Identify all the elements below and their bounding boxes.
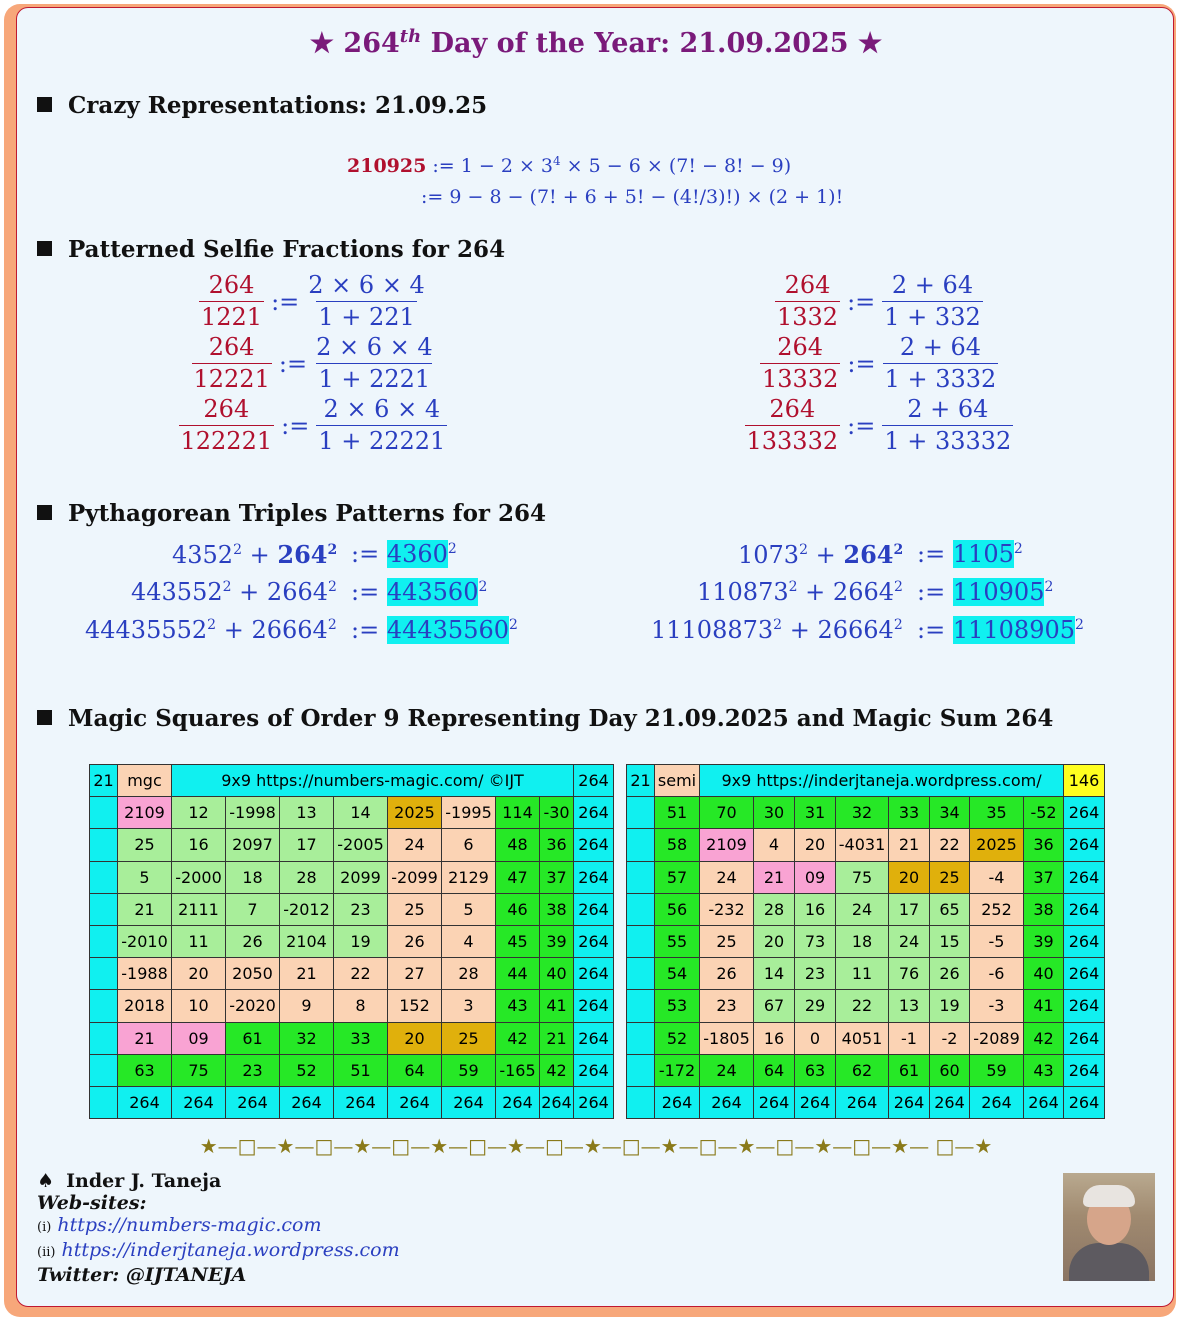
square-cell: 9 (280, 990, 334, 1022)
row-sum: 264 (1064, 990, 1105, 1022)
square-cell: 57 (655, 861, 700, 893)
crazy-line-2: := 9 − 8 − (7! + 6 + 5! − (4!/3)!) × (2 + 1)! (421, 186, 844, 208)
square-cell: 2025 (388, 797, 442, 829)
square-cell: 44 (496, 958, 540, 990)
square-cell: 13 (280, 797, 334, 829)
row-sum: 264 (574, 990, 614, 1022)
side-cell (90, 958, 118, 990)
square-cell: 21 (118, 1022, 172, 1054)
square-cell: 4 (754, 829, 795, 861)
square-cell: 38 (540, 893, 574, 925)
side-cell (627, 861, 655, 893)
col-sum: 264 (700, 1086, 754, 1118)
square-cell: -1995 (442, 797, 496, 829)
divider-stars: ★—□—★—□—★—□—★—□—★—□—★—□—★—□—★—□—★—□—★— □—★ (199, 1134, 993, 1158)
selfie-fraction-left-3: $\frac{264}{122221}$ := $\frac{2 \times 6 \times 4}{1 + 22221}$ (180, 395, 446, 455)
square-cell: 16 (795, 893, 836, 925)
side-cell (627, 1022, 655, 1054)
square-cell: 59 (970, 1054, 1024, 1086)
square-cell: 7 (226, 893, 280, 925)
side-cell (90, 861, 118, 893)
square-cell: 33 (334, 1022, 388, 1054)
side-cell (627, 893, 655, 925)
square-cell: 63 (795, 1054, 836, 1086)
square-cell: -2000 (172, 861, 226, 893)
square-cell: 51 (334, 1054, 388, 1086)
square-cell: 8 (334, 990, 388, 1022)
square-cell: 41 (540, 990, 574, 1022)
col-sum: 264 (442, 1086, 496, 1118)
row-sum: 264 (574, 861, 614, 893)
square-cell: 11 (172, 925, 226, 957)
square-cell: 42 (1024, 1022, 1064, 1054)
website-link-2[interactable]: https://inderjtaneja.wordpress.com (61, 1239, 400, 1261)
square-cell: 11 (836, 958, 889, 990)
row-sum: 264 (574, 829, 614, 861)
table-row (627, 958, 1105, 990)
table-row (90, 1022, 614, 1054)
pythagorean-rhs-right-3: := 11108905$^2$ (917, 616, 1084, 644)
square-cell: -3 (970, 990, 1024, 1022)
square-cell: 252 (970, 893, 1024, 925)
website-link-1[interactable]: https://numbers-magic.com (57, 1214, 322, 1236)
square-cell: 25 (118, 829, 172, 861)
square-cell: 61 (226, 1022, 280, 1054)
crazy-number: 210925 (347, 155, 427, 178)
col-sum: 264 (754, 1086, 795, 1118)
square-cell: 23 (334, 893, 388, 925)
square-cell: 0 (795, 1022, 836, 1054)
square-cell: 2109 (700, 829, 754, 861)
pythagorean-rhs-right-1: := 1105$^2$ (917, 540, 1023, 568)
square-cell: 20 (889, 861, 930, 893)
col-sum: 264 (1024, 1086, 1064, 1118)
square-cell: -52 (1024, 797, 1064, 829)
square-cell: 35 (970, 797, 1024, 829)
square-cell: 31 (795, 797, 836, 829)
table-row (90, 829, 614, 861)
square-cell: 40 (540, 958, 574, 990)
row-sum: 264 (1064, 797, 1105, 829)
side-cell (90, 990, 118, 1022)
square-cell: 22 (334, 958, 388, 990)
square-cell: 25 (388, 893, 442, 925)
square-label: mgc (118, 765, 172, 797)
selfie-fraction-right-1: $\frac{264}{1332}$ := $\frac{2 + 64}{1 + 332}$ (777, 271, 981, 331)
col-sum: 264 (388, 1086, 442, 1118)
square-cell: 36 (540, 829, 574, 861)
pythagorean-lhs-right-1: $1073^2 + 264^2$ (738, 540, 904, 569)
square-bullet-icon (37, 241, 52, 256)
square-cell: -2089 (970, 1022, 1024, 1054)
square-cell: 20 (172, 958, 226, 990)
row-sum: 264 (1064, 925, 1105, 957)
square-cell: 23 (226, 1054, 280, 1086)
section-heading-magic: Magic Squares of Order 9 Representing Day 21.09.2025 and Magic Sum 264 (37, 705, 1053, 732)
square-bullet-icon (37, 505, 52, 520)
side-cell (90, 829, 118, 861)
square-cell: 2097 (226, 829, 280, 861)
page-title (17, 26, 1175, 59)
square-cell: 2111 (172, 893, 226, 925)
square-cell: 34 (930, 797, 970, 829)
corner-cell: 21 (627, 765, 655, 797)
col-sum: 264 (496, 1086, 540, 1118)
table-row (90, 861, 614, 893)
square-cell: 53 (655, 990, 700, 1022)
corner-cell (90, 1086, 118, 1118)
square-cell: 21 (280, 958, 334, 990)
square-cell: 16 (754, 1022, 795, 1054)
selfie-fraction-right-3: $\frac{264}{133332}$ := $\frac{2 + 64}{1 + 33332}$ (746, 395, 1012, 455)
square-bullet-icon (37, 710, 52, 725)
square-cell: 25 (930, 861, 970, 893)
side-cell (627, 1054, 655, 1086)
square-cell: 5 (442, 893, 496, 925)
col-sum: 264 (889, 1086, 930, 1118)
square-cell: 26 (226, 925, 280, 957)
square-cell: 43 (496, 990, 540, 1022)
square-cell: 5 (118, 861, 172, 893)
square-cell: 67 (754, 990, 795, 1022)
square-cell: 52 (280, 1054, 334, 1086)
side-cell (627, 990, 655, 1022)
section-heading-fractions: Patterned Selfie Fractions for 264 (37, 236, 505, 263)
title-sup: th (399, 26, 422, 47)
row-sum: 264 (1064, 1022, 1105, 1054)
col-sum: 264 (540, 1086, 574, 1118)
square-cell: 76 (889, 958, 930, 990)
row-sum: 264 (1064, 893, 1105, 925)
square-cell: 19 (930, 990, 970, 1022)
pythagorean-lhs-right-2: $110873^2 + 2664^2$ (697, 578, 903, 606)
square-cell: 09 (795, 861, 836, 893)
magic-square-1 (89, 764, 614, 1119)
square-cell: 17 (280, 829, 334, 861)
table-row (627, 990, 1105, 1022)
square-cell: 24 (388, 829, 442, 861)
square-cell: 6 (442, 829, 496, 861)
pythagorean-lhs-left-3: $44435552^2 + 26664^2$ (85, 616, 337, 644)
square-cell: 2129 (442, 861, 496, 893)
websites-label: Web-sites: (37, 1192, 147, 1214)
square-cell: 70 (700, 797, 754, 829)
square-cell: 16 (172, 829, 226, 861)
side-cell (627, 958, 655, 990)
square-cell: 18 (226, 861, 280, 893)
square-cell: 23 (795, 958, 836, 990)
square-cell: 3 (442, 990, 496, 1022)
side-cell (627, 925, 655, 957)
title-day: 264 (343, 28, 400, 59)
square-cell: 20 (795, 829, 836, 861)
pythagorean-rhs-left-1: := 4360$^2$ (351, 540, 457, 568)
square-cell: 10 (172, 990, 226, 1022)
pythagorean-rhs-right-2: := 110905$^2$ (917, 578, 1054, 606)
square-cell: 48 (496, 829, 540, 861)
table-row (90, 893, 614, 925)
table-row (627, 797, 1105, 829)
section-heading-pythagorean: Pythagorean Triples Patterns for 264 (37, 500, 546, 527)
square-cell: 4 (442, 925, 496, 957)
square-cell: 41 (1024, 990, 1064, 1022)
row-sum: 264 (574, 893, 614, 925)
table-row (627, 861, 1105, 893)
square-cell: 2109 (118, 797, 172, 829)
square-cell: -5 (970, 925, 1024, 957)
square-cell: -2010 (118, 925, 172, 957)
square-cell: 61 (889, 1054, 930, 1086)
square-cell: 43 (1024, 1054, 1064, 1086)
square-cell: 33 (889, 797, 930, 829)
square-cell: 21 (540, 1022, 574, 1054)
square-cell: 152 (388, 990, 442, 1022)
col-sum: 264 (334, 1086, 388, 1118)
table-row (90, 1054, 614, 1086)
square-cell: 42 (540, 1054, 574, 1086)
square-cell: 20 (388, 1022, 442, 1054)
col-sum: 264 (930, 1086, 970, 1118)
square-cell: 32 (836, 797, 889, 829)
selfie-fraction-left-2: $\frac{264}{12221}$ := $\frac{2 \times 6 \times 4}{1 + 2221}$ (193, 333, 433, 393)
square-cell: -4031 (836, 829, 889, 861)
square-cell: 26 (930, 958, 970, 990)
square-cell: -1805 (700, 1022, 754, 1054)
row-sum: 264 (574, 958, 614, 990)
magic-square-2 (626, 764, 1105, 1119)
square-cell: 42 (496, 1022, 540, 1054)
side-cell (90, 797, 118, 829)
table-row (627, 829, 1105, 861)
side-cell (90, 1022, 118, 1054)
square-cell: 25 (700, 925, 754, 957)
square-cell: 13 (889, 990, 930, 1022)
square-cell: 22 (836, 990, 889, 1022)
row-sum: 264 (1064, 829, 1105, 861)
row-sum: 264 (1064, 958, 1105, 990)
square-cell: 28 (754, 893, 795, 925)
col-sum: 264 (574, 1086, 614, 1118)
square-cell: 26 (388, 925, 442, 957)
square-cell: 28 (442, 958, 496, 990)
col-sum: 264 (118, 1086, 172, 1118)
header-info: 9x9 https://numbers-magic.com/ ©IJT (172, 765, 574, 797)
pythagorean-rhs-left-2: := 443560$^2$ (351, 578, 488, 606)
square-cell: 21 (889, 829, 930, 861)
square-cell: 32 (280, 1022, 334, 1054)
square-cell: 40 (1024, 958, 1064, 990)
square-cell: -232 (700, 893, 754, 925)
twitter-handle: Twitter: @IJTANEJA (37, 1264, 247, 1286)
square-cell: 36 (1024, 829, 1064, 861)
table-row (627, 1022, 1105, 1054)
square-cell: 64 (754, 1054, 795, 1086)
square-cell: 25 (442, 1022, 496, 1054)
square-cell: 30 (754, 797, 795, 829)
square-cell: 47 (496, 861, 540, 893)
square-cell: 21 (118, 893, 172, 925)
square-cell: 24 (889, 925, 930, 957)
side-cell (90, 925, 118, 957)
square-cell: 2025 (970, 829, 1024, 861)
row-sum: 264 (574, 1054, 614, 1086)
square-cell: 56 (655, 893, 700, 925)
square-cell: 75 (172, 1054, 226, 1086)
square-cell: 24 (836, 893, 889, 925)
square-cell: 23 (700, 990, 754, 1022)
section-heading-crazy: Crazy Representations: 21.09.25 (37, 92, 487, 119)
square-cell: 64 (388, 1054, 442, 1086)
col-sum: 264 (280, 1086, 334, 1118)
square-cell: 4051 (836, 1022, 889, 1054)
square-cell: 2050 (226, 958, 280, 990)
square-cell: 19 (334, 925, 388, 957)
square-cell: 45 (496, 925, 540, 957)
col-sum: 264 (836, 1086, 889, 1118)
square-cell: 28 (280, 861, 334, 893)
square-cell: 114 (496, 797, 540, 829)
pythagorean-lhs-right-3: $11108873^2 + 26664^2$ (651, 616, 903, 644)
table-row (90, 958, 614, 990)
square-cell: 39 (1024, 925, 1064, 957)
square-cell: 73 (795, 925, 836, 957)
row-sum: 264 (1064, 1054, 1105, 1086)
square-cell: -2005 (334, 829, 388, 861)
square-cell: -2099 (388, 861, 442, 893)
square-cell: 14 (334, 797, 388, 829)
square-cell: 14 (754, 958, 795, 990)
col-sum: 264 (655, 1086, 700, 1118)
col-sum: 264 (1064, 1086, 1105, 1118)
square-cell: -165 (496, 1054, 540, 1086)
pythagorean-lhs-left-1: $4352^2 + 264^2$ (172, 540, 338, 569)
square-cell: 55 (655, 925, 700, 957)
author-photo (1063, 1173, 1155, 1281)
corner-cell (627, 1086, 655, 1118)
square-cell: -1998 (226, 797, 280, 829)
square-cell: -1988 (118, 958, 172, 990)
square-cell: 21 (754, 861, 795, 893)
square-cell: 15 (930, 925, 970, 957)
col-sum: 264 (795, 1086, 836, 1118)
side-cell (90, 1054, 118, 1086)
square-cell: -6 (970, 958, 1024, 990)
crazy-line-1: 210925 := $1 - 2 \times 3^4 \times 5 - 6 \times (7$! − 8! − 9) (347, 154, 792, 178)
table-row (627, 925, 1105, 957)
table-row (90, 925, 614, 957)
square-cell: 27 (388, 958, 442, 990)
pythagorean-lhs-left-2: $443552^2 + 2664^2$ (131, 578, 337, 606)
star-icon: ★ (858, 28, 883, 59)
side-cell (627, 829, 655, 861)
square-cell: 46 (496, 893, 540, 925)
square-cell: 24 (700, 1054, 754, 1086)
square-cell: 2018 (118, 990, 172, 1022)
square-cell: -4 (970, 861, 1024, 893)
square-cell: 58 (655, 829, 700, 861)
square-cell: 60 (930, 1054, 970, 1086)
header-info: 9x9 https://inderjtaneja.wordpress.com/ (700, 765, 1064, 797)
square-cell: -1 (889, 1022, 930, 1054)
square-cell: -2012 (280, 893, 334, 925)
header-sum: 264 (574, 765, 614, 797)
corner-cell: 21 (90, 765, 118, 797)
square-label: semi (655, 765, 700, 797)
square-cell: 75 (836, 861, 889, 893)
square-cell: 38 (1024, 893, 1064, 925)
square-cell: 2104 (280, 925, 334, 957)
col-sum: 264 (172, 1086, 226, 1118)
row-sum: 264 (574, 1022, 614, 1054)
square-cell: -2 (930, 1022, 970, 1054)
pythagorean-rhs-left-3: := 44435560$^2$ (351, 616, 518, 644)
table-row (627, 893, 1105, 925)
col-sum: 264 (226, 1086, 280, 1118)
square-bullet-icon (37, 97, 52, 112)
square-cell: 59 (442, 1054, 496, 1086)
table-row (627, 1054, 1105, 1086)
content-card (16, 7, 1174, 1307)
header-sum: 146 (1064, 765, 1105, 797)
row-sum: 264 (574, 925, 614, 957)
square-cell: 37 (1024, 861, 1064, 893)
square-cell: 20 (754, 925, 795, 957)
table-row (90, 797, 614, 829)
row-sum: 264 (574, 797, 614, 829)
square-cell: 51 (655, 797, 700, 829)
square-cell: 18 (836, 925, 889, 957)
square-cell: 09 (172, 1022, 226, 1054)
square-cell: 37 (540, 861, 574, 893)
author-name: Inder J. Taneja (66, 1170, 222, 1192)
selfie-fraction-left-1: $\frac{264}{1221}$ := $\frac{2 \times 6 \times 4}{1 + 221}$ (201, 271, 425, 331)
square-cell: 62 (836, 1054, 889, 1086)
square-cell: 24 (700, 861, 754, 893)
square-cell: 52 (655, 1022, 700, 1054)
square-cell: 26 (700, 958, 754, 990)
row-sum: 264 (1064, 861, 1105, 893)
square-cell: 54 (655, 958, 700, 990)
selfie-fraction-right-2: $\frac{264}{13332}$ := $\frac{2 + 64}{1 + 3332}$ (762, 333, 997, 393)
title-text: Day of the Year: 21.09.2025 (430, 28, 849, 59)
square-cell: 65 (930, 893, 970, 925)
square-cell: 29 (795, 990, 836, 1022)
author-block: ♠ Inder J. Taneja Web-sites: (i) https://numbers-magic.com (ii) https://inderjtaneja.wordpress.com Twitter: @IJTANEJA (37, 1170, 400, 1286)
square-cell: 17 (889, 893, 930, 925)
col-sum: 264 (970, 1086, 1024, 1118)
square-cell: 2099 (334, 861, 388, 893)
square-cell: 63 (118, 1054, 172, 1086)
spade-icon: ♠ (37, 1170, 55, 1192)
square-cell: 39 (540, 925, 574, 957)
square-cell: -30 (540, 797, 574, 829)
star-icon: ★ (309, 28, 334, 59)
square-cell: 12 (172, 797, 226, 829)
table-row (90, 990, 614, 1022)
side-cell (627, 797, 655, 829)
square-cell: -172 (655, 1054, 700, 1086)
square-cell: -2020 (226, 990, 280, 1022)
side-cell (90, 893, 118, 925)
square-cell: 22 (930, 829, 970, 861)
